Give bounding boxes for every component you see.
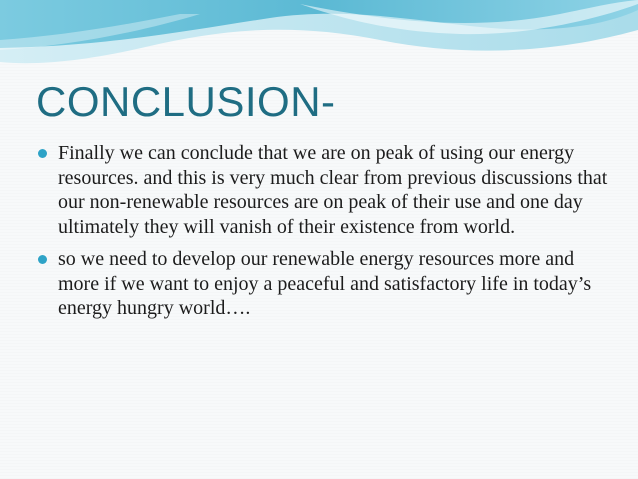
bullet-text: so we need to develop our renewable energy resources more and more if we want to enjoy a peaceful and satisfactory life in today’s energy hungry world…. bbox=[58, 248, 592, 319]
bullet-item bbox=[38, 247, 608, 321]
bullet-dot-icon bbox=[38, 149, 47, 158]
bullet-dot-icon bbox=[38, 255, 47, 264]
bullet-item bbox=[38, 141, 608, 239]
slide-title: CONCLUSION- bbox=[36, 78, 336, 125]
bullet-text: Finally we can conclude that we are on peak of using our energy resources. and this is very much clear from previous discussions that our non-renewable resources are on peak of their use and one day ultimately they will vanish of their existence from world. bbox=[58, 142, 608, 238]
header-wave-decoration bbox=[0, 0, 638, 80]
bullet-list bbox=[38, 141, 608, 329]
